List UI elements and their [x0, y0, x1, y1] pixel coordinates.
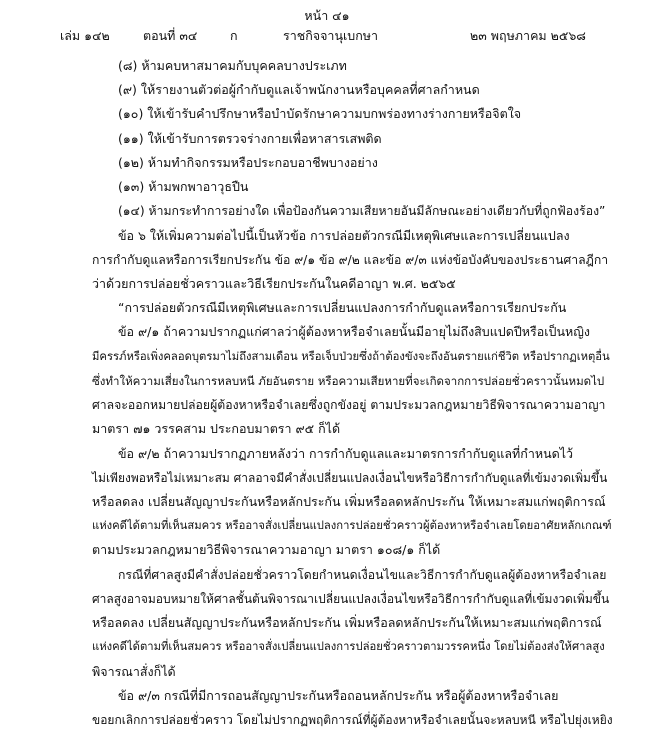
list-item: (๑๒) ห้ามทำกิจกรรมหรือประกอบอาชีพบางอย่าง	[118, 155, 378, 170]
paragraph-start-line: กรณีที่ศาลสูงมีคำสั่งปล่อยชั่วคราวโดยกำหนดเงื่อนไขและวิธีการกำกับดูแลผู้ต้องหาหรือจำเลย	[118, 568, 607, 582]
page-number: หน้า ๔๑	[304, 8, 350, 23]
body-line: หรือลดลง เปลี่ยนสัญญาประกันหรือหลักประกัน เพิ่มหรือลดหลักประกันให้เหมาะสมแก่พฤติการณ์	[92, 615, 602, 630]
issue-label: ตอนที่ ๓๔	[143, 28, 198, 43]
section-heading: “การปล่อยตัวกรณีมีเหตุพิเศษและการเปลี่ยนแปลงการกำกับดูแลหรือการเรียกประกัน	[118, 300, 567, 315]
body-line: การกำกับดูแลหรือการเรียกประกัน ข้อ ๙/๑ ข้อ ๙/๒ และข้อ ๙/๓ แห่งข้อบังคับของประธานศาลฎีกา	[92, 253, 609, 267]
gazette-name: ราชกิจจานุเบกษา	[283, 28, 379, 43]
list-item: (๑๔) ห้ามกระทำการอย่างใด เพื่อป้องกันความเสียหายอันมีลักษณะอย่างเดียวกับที่ถูกฟ้องร้อง”	[118, 204, 606, 218]
body-line: แห่งคดีได้ตามที่เห็นสมควร หรืออาจสั่งเปลี่ยนแปลงการปล่อยชั่วคราวตามวรรคหนึ่ง โดยไม่ต้องส่งให้ศาลสูง	[92, 640, 605, 653]
body-line: ซึ่งทำให้ความเสี่ยงในการหลบหนี ภัยอันตราย หรือความเสียหายที่จะเกิดจากการปล่อยชั่วคราวนั้นหมดไป	[92, 374, 605, 388]
volume-label: เล่ม ๑๔๒	[60, 28, 110, 43]
body-line: แห่งคดีได้ตามที่เห็นสมควร หรืออาจสั่งเปลี่ยนแปลงการปล่อยชั่วคราวผู้ต้องหาหรือจำเลยโดยอาศัยหลักเกณฑ์	[92, 519, 612, 532]
clause-9-1-line: ข้อ ๙/๑ ถ้าความปรากฏแก่ศาลว่าผู้ต้องหาหรือจำเลยนั้นมีอายุไม่ถึงสิบแปดปีหรือเป็นหญิง	[118, 324, 590, 339]
body-line: หรือลดลง เปลี่ยนสัญญาประกันหรือหลักประกัน เพิ่มหรือลดหลักประกัน ให้เหมาะสมแก่พฤติการณ์	[92, 494, 606, 509]
list-item: (๙) ให้รายงานตัวต่อผู้กำกับดูแลเจ้าพนักงานหรือบุคคลที่ศาลกำหนด	[118, 82, 480, 97]
clause-9-2-line: ข้อ ๙/๒ ถ้าความปรากฏภายหลังว่า การกำกับดูแลและมาตรการกำกับดูแลที่กำหนดไว้	[118, 446, 574, 461]
clause-9-3-line: ข้อ ๙/๓ กรณีที่มีการถอนสัญญาประกันหรือถอนหลักประกัน หรือผู้ต้องหาหรือจำเลย	[118, 688, 559, 703]
list-item: (๑๐) ให้เข้ารับคำปรึกษาหรือบำบัดรักษาความบกพร่องทางร่างกายหรือจิตใจ	[118, 106, 522, 121]
body-line: ศาลจะออกหมายปล่อยผู้ต้องหาหรือจำเลยซึ่งถูกขังอยู่ ตามประมวลกฎหมายวิธีพิจารณาความอาญา	[92, 398, 606, 412]
list-item: (๑๑) ให้เข้ารับการตรวจร่างกายเพื่อหาสารเสพติด	[118, 131, 382, 146]
body-line: ศาลสูงอาจมอบหมายให้ศาลชั้นต้นพิจารณาเปลี่ยนแปลงเงื่อนไขหรือวิธีการกำกับดูแลที่เข้มงวดเพิ่มขึ้น	[92, 592, 610, 606]
body-line: ไม่เพียงพอหรือไม่เหมาะสม ศาลอาจมีคำสั่งเปลี่ยนแปลงเงื่อนไขหรือวิธีการกำกับดูแลที่เข้มงวดเพิ่มขึ้น	[92, 471, 608, 485]
list-item: (๑๓) ห้ามพกพาอาวุธปืน	[118, 179, 249, 194]
publication-date: ๒๓ พฤษภาคม ๒๕๖๘	[470, 28, 586, 43]
list-item: (๘) ห้ามคบหาสมาคมกับบุคคลบางประเภท	[118, 58, 347, 73]
body-line: ขอยกเลิกการปล่อยชั่วคราว โดยไม่ปรากฏพฤติการณ์ที่ผู้ต้องหาหรือจำเลยนั้นจะหลบหนี หรือไปยุ่งเหยิง	[92, 713, 613, 727]
body-line: พิจารณาสั่งก็ได้	[92, 664, 176, 679]
body-line: มาตรา ๗๑ วรรคสาม ประกอบมาตรา ๙๕ ก็ได้	[92, 421, 341, 436]
section-label: ก	[230, 28, 238, 43]
body-line: ตามประมวลกฎหมายวิธีพิจารณาความอาญา มาตรา ๑๐๘/๑ ก็ได้	[92, 542, 441, 557]
body-line: มีครรภ์หรือเพิ่งคลอดบุตรมาไม่ถึงสามเดือน หรือเจ็บป่วยซึ่งถ้าต้องขังจะถึงอันตรายแก่ชีวิต หรือปรากฏเหตุอื่น	[92, 350, 610, 363]
clause-6-line: ข้อ ๖ ให้เพิ่มความต่อไปนี้เป็นหัวข้อ การปล่อยตัวกรณีมีเหตุพิเศษและการเปลี่ยนแปลง	[118, 228, 570, 243]
body-line: ว่าด้วยการปล่อยชั่วคราวและวิธีเรียกประกันในคดีอาญา พ.ศ. ๒๕๖๕	[92, 276, 456, 291]
